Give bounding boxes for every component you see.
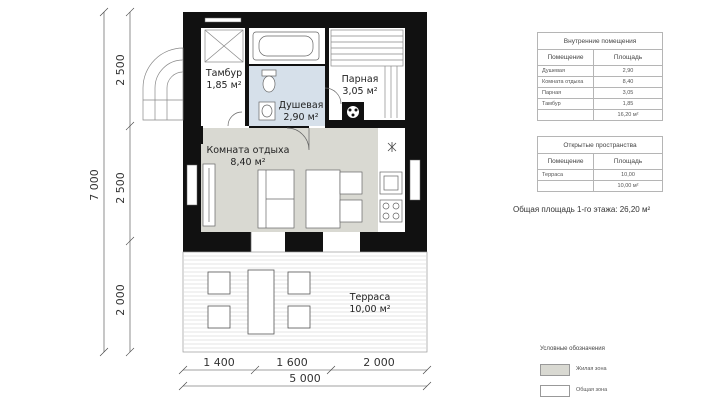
steam-room-area: 3,05 м² [342,86,378,97]
outer-table-header-area: Площадь [594,154,663,170]
dim-width-2: 1 600 [276,356,308,369]
table-cell-value: 1,85 [594,99,663,110]
inner-table-total: 16,20 м² [594,110,663,121]
inner-table-caption: Внутренние помещения [538,33,663,50]
dim-height-2: 2 500 [114,172,127,204]
inner-table-header-room: Помещение [538,50,594,66]
legend-label-common: Общая зона [576,387,608,393]
dim-height-1: 2 500 [114,54,127,86]
inner-table-header-area: Площадь [594,50,663,66]
table-cell-empty [538,110,594,121]
sofa [258,170,294,228]
dim-width-1: 1 400 [203,356,235,369]
legend-swatch-living [540,364,570,376]
legend-swatch-common [540,385,570,397]
bathtub [253,32,319,60]
table-row [538,88,663,99]
table-row [538,77,663,88]
window-right [410,160,420,200]
table-cell-value: 8,40 [594,77,663,88]
table-cell-name: Комната отдыха [538,77,594,88]
living-room-floor [201,128,405,232]
legend-label-living: Жилая зона [576,366,607,372]
table-cell-value: 3,05 [594,88,663,99]
outer-table-total: 10,00 м² [594,181,663,192]
entrance-stairs [143,48,183,120]
window-top-left [205,18,241,22]
inner-rooms-table [537,32,663,121]
dim-total-height: 7 000 [88,169,101,201]
steam-room-name: Парная [341,74,379,85]
table-cell-empty [538,181,594,192]
shower-name: Душевая [278,100,324,111]
sink [259,102,275,120]
table-cell-value: 10,00 [594,170,663,181]
dim-height-3: 2 000 [114,284,127,316]
table-row [538,99,663,110]
table-row [538,170,663,181]
outer-table-header-room: Помещение [538,154,594,170]
table-cell-name: Терраса [538,170,594,181]
legend-title: Условные обозначения [540,346,605,352]
toilet [262,70,276,92]
sauna-stove [342,102,364,122]
terrace-area: 10,00 м² [349,304,391,315]
tambur-name: Тамбур [205,68,243,79]
dim-width-3: 2 000 [363,356,395,369]
dim-total-width: 5 000 [289,372,321,385]
table-cell-name: Душевая [538,66,594,77]
table-cell-name: Тамбур [538,99,594,110]
table-cell-value: 2,90 [594,66,663,77]
shower-area: 2,90 м² [283,112,319,123]
table-cell-name: Парная [538,88,594,99]
terrace [183,252,427,352]
wardrobe [203,164,215,226]
living-room-area: 8,40 м² [230,157,266,168]
window-left [187,165,197,205]
outer-spaces-table [537,136,663,192]
outer-table-caption: Открытые пространства [538,137,663,154]
terrace-name: Терраса [349,292,391,303]
tambur-area: 1,85 м² [206,80,242,91]
total-area-text: Общая площадь 1-го этажа: 26,20 м² [513,205,651,214]
table-row [538,66,663,77]
living-room-name: Комната отдыха [206,145,290,156]
